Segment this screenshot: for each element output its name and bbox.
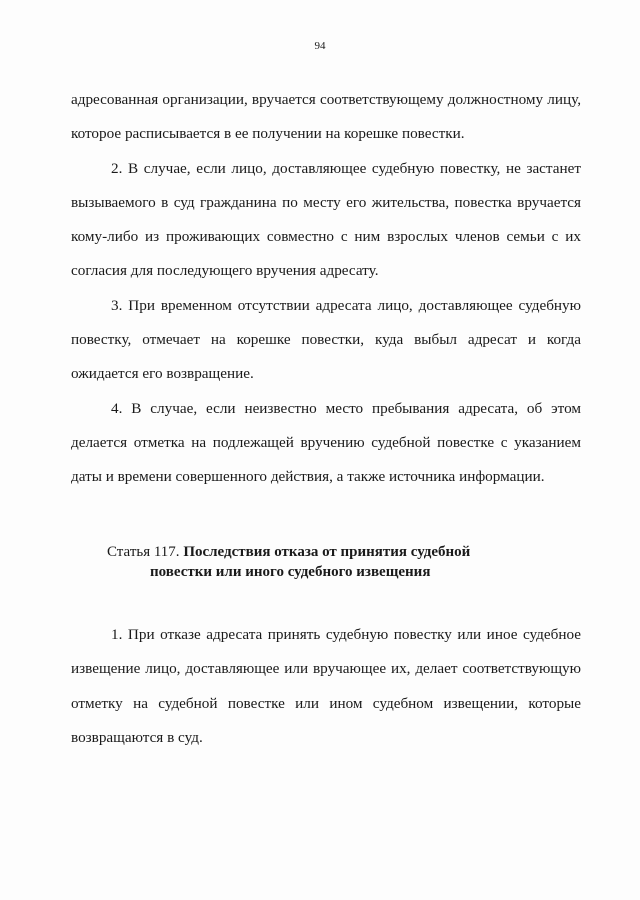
paragraph-item-3: 3. При временном отсутствии адресата лицо, доставляющее судебную повестку, отмечает на корешке повестки, куда выбыл адресат и когда ожидается его возвращение. [71,296,581,383]
article-heading [107,542,527,582]
article-title-line-2: повестки или иного судебного извещения [150,564,431,580]
body-text-bottom [71,618,581,755]
page-number: 94 [314,40,326,52]
paragraph-continuation: адресованная организации, вручается соответствующему должностному лицу, которое расписывается в ее получении на корешке повестки. [71,91,581,143]
article-number: Статья 117. [107,544,180,560]
body-text-top [71,83,581,495]
paragraph-item-1: 1. При отказе адресата принять судебную повестку или иное судебное извещение лицо, доставляющее или вручающее их, делает соответствующую отметку на судебной повестке или ином судебном извещении, которые возвращаются в суд. [71,626,581,746]
paragraph-item-2: 2. В случае, если лицо, доставляющее судебную повестку, не застанет вызываемого в суд гражданина по месту его жительства, повестка вручается кому-либо из проживающих совместно с ним взрослых членов семьи с их согласия для последующего вручения адресату. [71,159,581,280]
paragraph-item-4: 4. В случае, если неизвестно место пребывания адресата, об этом делается отметка на подлежащей вручению судебной повестке с указанием даты и времени совершенного действия, а также источника информации. [71,399,581,486]
article-title-line-1: Последствия отказа от принятия судебной [183,544,471,560]
